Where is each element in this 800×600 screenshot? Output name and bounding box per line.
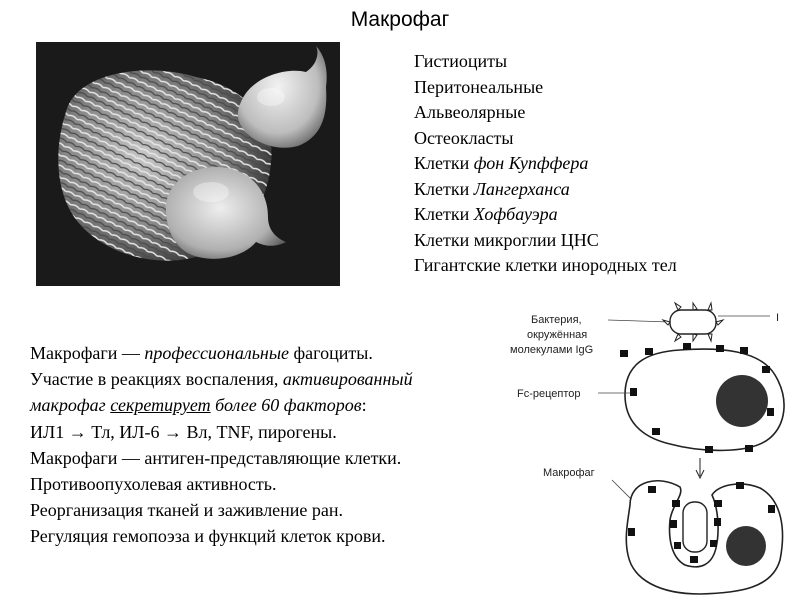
description-line: Противоопухолевая активность. <box>30 474 277 495</box>
phagocytosis-diagram <box>500 295 800 600</box>
description-line: ИЛ1 → Тл, ИЛ-6 → Вл, TNF, пирогены. <box>30 421 337 442</box>
label-fc-receptor: Fc-рецептор <box>517 388 581 400</box>
description-line: Макрофаги — антиген-представляющие клетки. <box>30 447 402 468</box>
arrow-icon: → <box>164 421 183 442</box>
macrophage-micrograph <box>36 42 340 286</box>
nucleus <box>716 375 768 427</box>
list-item: Перитонеальные <box>414 76 544 97</box>
list-item: Клетки микроглии ЦНС <box>414 229 599 250</box>
list-item: Клетки Лангерханса <box>414 178 570 199</box>
list-item: Гигантские клетки инородных тел <box>414 255 677 275</box>
description-block <box>30 340 413 550</box>
label-bacteria-3: молекулами IgG <box>510 344 594 356</box>
list-item: Остеокласты <box>414 127 514 148</box>
description-line: Реорганизация тканей и заживление ран. <box>30 500 344 521</box>
label-right: I <box>776 312 780 324</box>
bacterium <box>670 310 716 334</box>
engulfed-bacterium <box>683 502 707 552</box>
list-item: Гистиоциты <box>414 51 508 71</box>
description-line: Участие в реакциях воспаления, активированный <box>30 369 413 390</box>
arrow-icon: → <box>68 421 87 442</box>
list-item: Альвеолярные <box>414 102 526 122</box>
page-title: Макрофаг <box>350 8 450 31</box>
label-macrophage: Макрофаг <box>543 467 595 479</box>
description-line: Регуляция гемопоэза и функций клеток крови. <box>30 526 386 547</box>
list-item: Клетки фон Купффера <box>414 153 589 173</box>
list-item: Клетки Хофбауэра <box>414 204 558 224</box>
macrophage-types-list <box>414 49 677 279</box>
description-line: Макрофаги — профессиональные фагоциты. <box>30 343 373 363</box>
label-bacteria-1: Бактерия, <box>531 314 582 326</box>
description-line: макрофаг секретирует более 60 факторов: <box>30 395 367 416</box>
nucleus-bottom <box>726 526 766 566</box>
label-bacteria-2: окружённая <box>527 329 588 341</box>
